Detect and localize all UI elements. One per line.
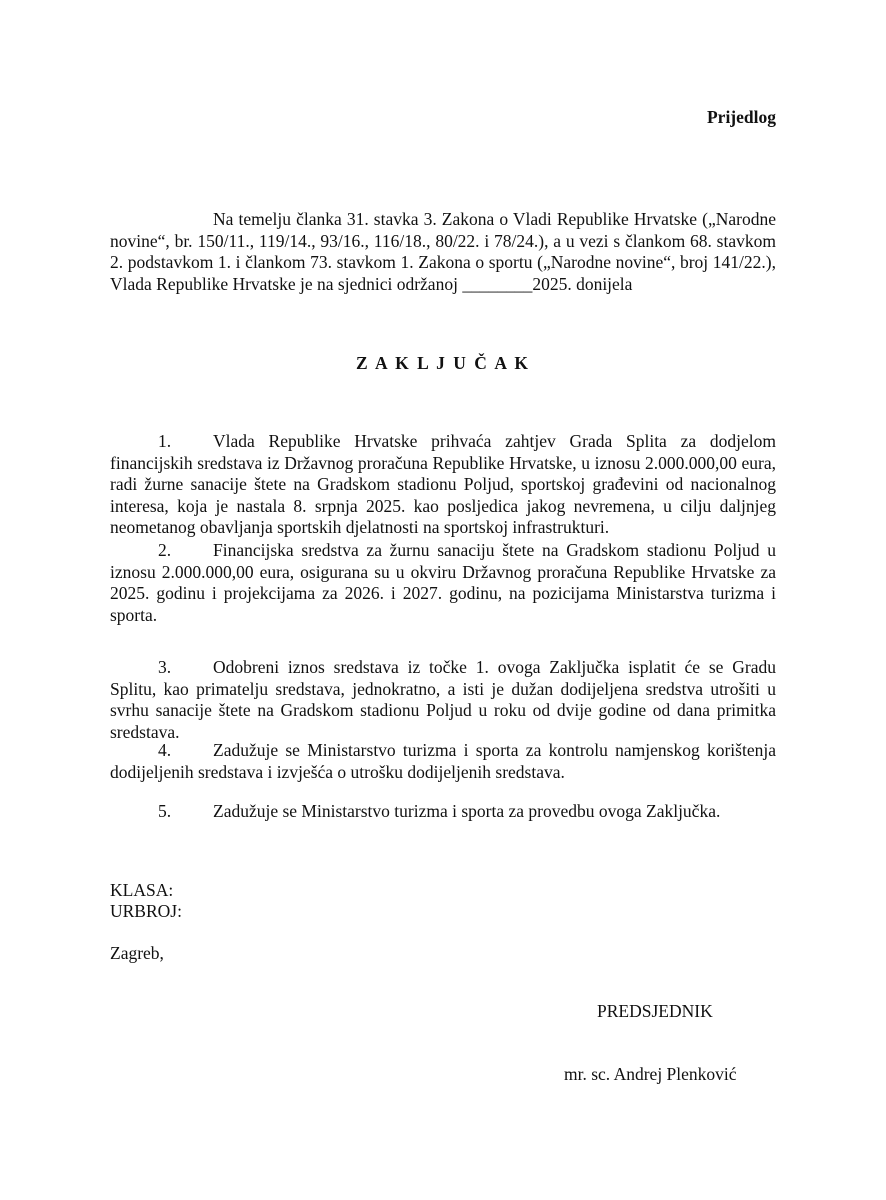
draft-label: Prijedlog [706, 107, 776, 127]
list-item [110, 431, 776, 539]
item-number: 2. [158, 540, 172, 560]
item-text: Zadužuje se Ministarstvo turizma i sporta za kontrolu namjenskog korištenja dodijeljenih sredstava i izvješća o utrošku dodijeljenih sredstava. [110, 740, 776, 782]
item-text: Financijska sredstva za žurnu sanaciju štete na Gradskom stadionu Poljud u iznosu 2.000.000,00 eura, osigurana su u okviru Državnog proračuna Republike Hrvatske za 2025. godinu i projekcijama za 2026. i 2027. godinu, na pozicijama Ministarstva turizma i sporta. [110, 540, 776, 625]
urbroj-label: URBROJ: [110, 901, 182, 921]
place-label: Zagreb, [110, 943, 164, 963]
list-item [110, 801, 776, 823]
item-text: Odobreni iznos sredstava iz točke 1. ovoga Zaključka isplatit će se Gradu Splitu, kao primatelju sredstava, jednokratno, a isti je dužan dodijeljena sredstva utrošiti u svrhu sanacije štete na Gradskom stadionu Poljud u roku od dvije godine od dana primitka sredstava. [110, 657, 776, 742]
klasa-label: KLASA: [110, 880, 174, 900]
signatory-name: mr. sc. Andrej Plenković [564, 1064, 737, 1084]
item-number: 4. [158, 740, 172, 760]
preamble: Na temelju članka 31. stavka 3. Zakona o Vladi Republike Hrvatske („Narodne novine“, br. 150/11., 119/14., 93/16., 116/18., 80/22. i 78/24.), a u vezi s člankom 68. stavkom 2. podstavkom 1. i člankom 73. stavkom 1. Zakona o sportu („Narodne novine“, broj 141/22.), Vlada Republike Hrvatske je na sjednici održanoj ________2025. donijela [110, 209, 776, 294]
list-item [110, 740, 776, 783]
item-number: 3. [158, 657, 172, 677]
item-number: 5. [158, 801, 172, 821]
item-number: 1. [158, 431, 172, 451]
signatory-title: PREDSJEDNIK [597, 1001, 713, 1021]
document-title: Z A K L J U Č A K [355, 353, 531, 373]
list-item [110, 657, 776, 743]
list-item [110, 540, 776, 626]
item-text: Zadužuje se Ministarstvo turizma i sporta za provedbu ovoga Zaključka. [213, 801, 721, 821]
item-text: Vlada Republike Hrvatske prihvaća zahtjev Grada Splita za dodjelom financijskih sredstava iz Državnog proračuna Republike Hrvatske, u iznosu 2.000.000,00 eura, radi žurne sanacije štete na Gradskom stadionu Poljud, sportskoj građevini od nacionalnog interesa, koja je nastala 8. srpnja 2025. kao posljedica jakog nevremena, u cilju daljnjeg neometanog obavljanja sportskih djelatnosti na sportskoj infrastrukturi. [110, 431, 776, 538]
